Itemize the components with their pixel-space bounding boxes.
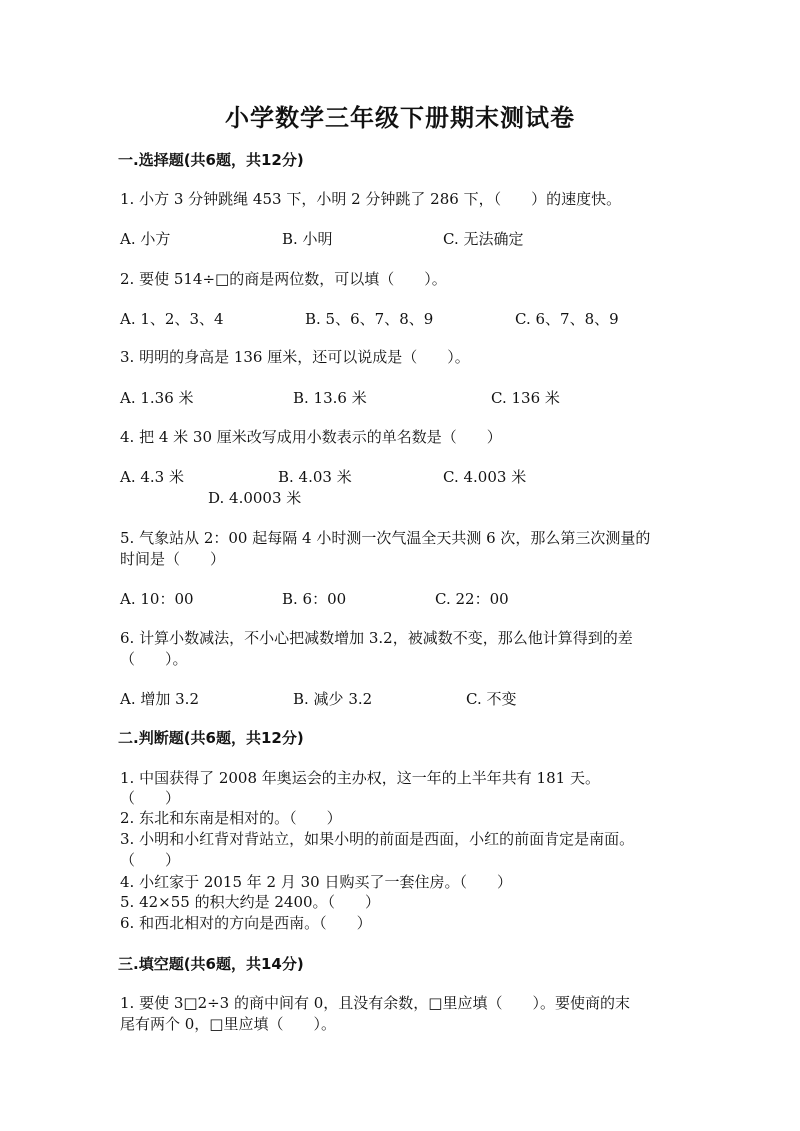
question-4-text: 4. 把 4 米 30 厘米改写成用小数表示的单名数是（ ） xyxy=(120,428,502,446)
question-4-option-a: A. 4.3 米 xyxy=(120,468,184,486)
question-4-option-c: C. 4.003 米 xyxy=(443,468,527,486)
judgment-line: 1. 中国获得了 2008 年奥运会的主办权，这一年的上半年共有 181 天。 xyxy=(120,769,600,787)
question-2-option-c: C. 6、7、8、9 xyxy=(515,310,619,328)
question-6-option-b: B. 减少 3.2 xyxy=(293,690,373,708)
question-5-text-line2: 时间是（ ） xyxy=(120,550,226,568)
question-2-option-a: A. 1、2、3、4 xyxy=(120,310,224,328)
judgment-line: 6. 和西北相对的方向是西南。（ ） xyxy=(120,914,372,932)
fill-blank-line: 尾有两个 0，□里应填（ ）。 xyxy=(120,1015,336,1033)
judgment-line: 4. 小红家于 2015 年 2 月 30 日购买了一套住房。（ ） xyxy=(120,873,512,891)
question-1-option-a: A. 小方 xyxy=(120,230,171,248)
section-heading-judgment: 二.判断题(共6题，共12分) xyxy=(118,729,304,747)
section-heading-fill-blank: 三.填空题(共6题，共14分) xyxy=(118,955,304,973)
section-heading-choice: 一.选择题(共6题，共12分) xyxy=(118,151,304,169)
judgment-line: （ ） xyxy=(120,851,181,869)
question-3-option-b: B. 13.6 米 xyxy=(293,389,367,407)
question-6-text-line2: （ ）。 xyxy=(120,650,188,668)
judgment-line: 5. 42×55 的积大约是 2400。（ ） xyxy=(120,893,381,911)
question-3-option-a: A. 1.36 米 xyxy=(120,389,194,407)
question-1-option-c: C. 无法确定 xyxy=(443,230,524,248)
question-1-option-b: B. 小明 xyxy=(282,230,333,248)
question-5-text-line1: 5. 气象站从 2：00 起每隔 4 小时测一次气温全天共测 6 次，那么第三次测量的 xyxy=(120,529,651,547)
question-2-text: 2. 要使 514÷□的商是两位数，可以填（ ）。 xyxy=(120,270,447,288)
question-6-option-c: C. 不变 xyxy=(466,690,517,708)
question-6-text-line1: 6. 计算小数减法，不小心把减数增加 3.2，被减数不变，那么他计算得到的差 xyxy=(120,629,633,647)
question-2-option-b: B. 5、6、7、8、9 xyxy=(305,310,434,328)
question-5-option-b: B. 6：00 xyxy=(282,590,347,608)
question-5-option-c: C. 22：00 xyxy=(435,590,509,608)
judgment-line: 3. 小明和小红背对背站立，如果小明的前面是西面，小红的前面肯定是南面。 xyxy=(120,830,635,848)
page-title: 小学数学三年级下册期末测试卷 xyxy=(225,103,575,132)
judgment-line: 2. 东北和东南是相对的。（ ） xyxy=(120,809,342,827)
question-4-option-d: D. 4.0003 米 xyxy=(208,489,302,507)
question-3-option-c: C. 136 米 xyxy=(491,389,560,407)
question-4-option-b: B. 4.03 米 xyxy=(278,468,352,486)
fill-blank-line: 1. 要使 3□2÷3 的商中间有 0，且没有余数，□里应填（ ）。要使商的末 xyxy=(120,994,630,1012)
question-3-text: 3. 明明的身高是 136 厘米，还可以说成是（ ）。 xyxy=(120,348,470,366)
question-6-option-a: A. 增加 3.2 xyxy=(120,690,199,708)
question-5-option-a: A. 10：00 xyxy=(120,590,194,608)
question-1-text: 1. 小方 3 分钟跳绳 453 下，小明 2 分钟跳了 286 下，（ ）的速度快。 xyxy=(120,190,622,208)
judgment-line: （ ） xyxy=(120,789,181,807)
